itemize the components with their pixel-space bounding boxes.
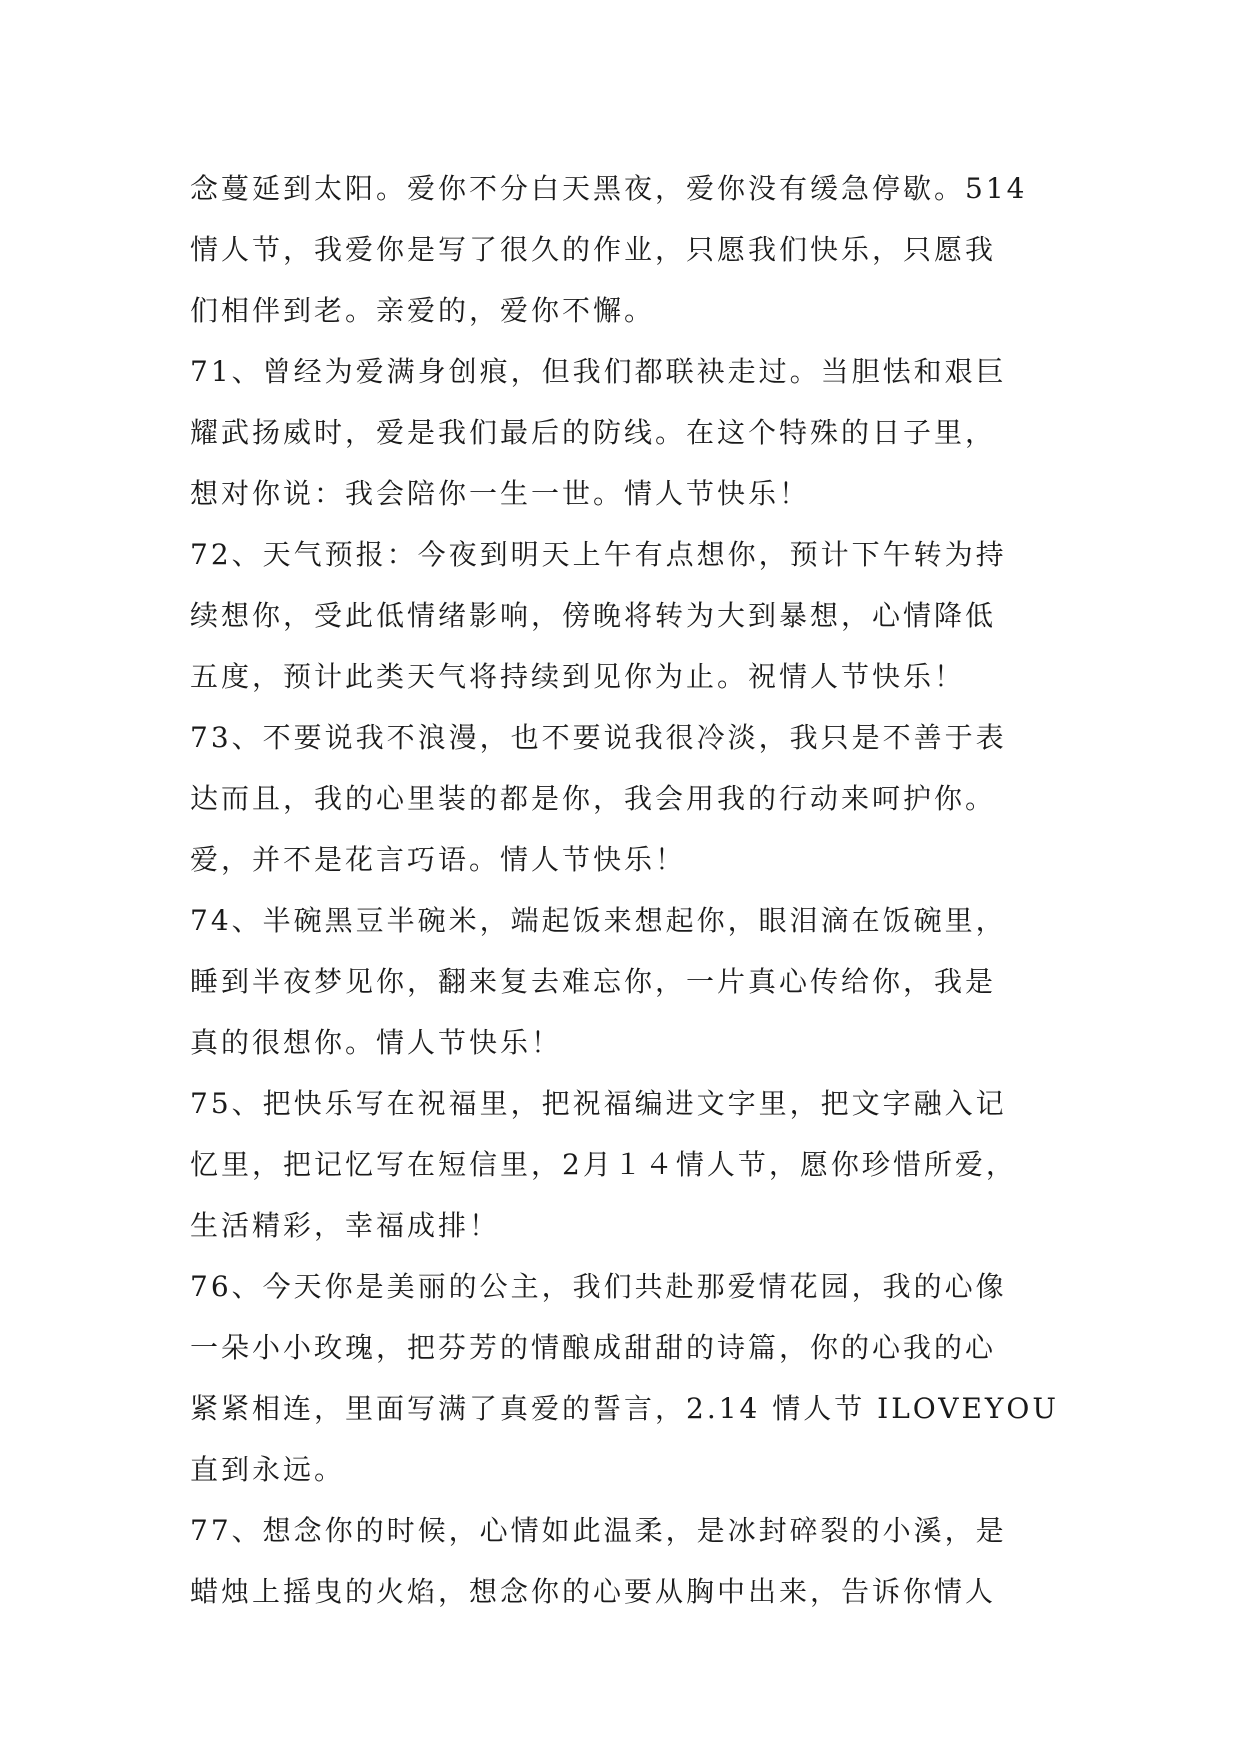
text-line: 情人节，我爱你是写了很久的作业，只愿我们快乐，只愿我 xyxy=(190,233,997,266)
text-line: 们相伴到老。亲爱的，爱你不懈。 xyxy=(190,294,656,327)
text-line: 睡到半夜梦见你，翻来复去难忘你，一片真心传给你，我是 xyxy=(190,965,997,998)
text-line: 达而且，我的心里装的都是你，我会用我的行动来呵护你。 xyxy=(190,782,997,815)
text-line: 76、今天你是美丽的公主，我们共赴那爱情花园，我的心像 xyxy=(190,1270,1007,1303)
text-line: 忆里，把记忆写在短信里，2月１４情人节，愿你珍惜所爱， xyxy=(190,1148,1017,1181)
text-line: 直到永远。 xyxy=(190,1453,346,1486)
text-line: 71、曾经为爱满身创痕，但我们都联袂走过。当胆怯和艰巨 xyxy=(190,355,1007,388)
text-line: 耀武扬威时，爱是我们最后的防线。在这个特殊的日子里， xyxy=(190,416,997,449)
text-line: 念蔓延到太阳。爱你不分白天黑夜，爱你没有缓急停歇。514 xyxy=(190,172,1028,205)
text-line: 73、不要说我不浪漫，也不要说我很冷淡，我只是不善于表 xyxy=(190,721,1007,754)
text-line: 紧紧相连，里面写满了真爱的誓言，2.14 情人节 ILOVEYOU xyxy=(190,1392,1059,1425)
text-line: 一朵小小玫瑰，把芬芳的情酿成甜甜的诗篇，你的心我的心 xyxy=(190,1331,997,1364)
text-line: 蜡烛上摇曳的火焰，想念你的心要从胸中出来，告诉你情人 xyxy=(190,1575,997,1608)
text-line: 续想你，受此低情绪影响，傍晚将转为大到暴想，心情降低 xyxy=(190,599,997,632)
text-line: 74、半碗黑豆半碗米，端起饭来想起你，眼泪滴在饭碗里， xyxy=(190,904,1007,937)
text-line: 真的很想你。情人节快乐！ xyxy=(190,1026,563,1059)
text-line: 想对你说：我会陪你一生一世。情人节快乐！ xyxy=(190,477,811,510)
text-line: 72、天气预报：今夜到明天上午有点想你，预计下午转为持 xyxy=(190,538,1007,571)
text-line: 75、把快乐写在祝福里，把祝福编进文字里，把文字融入记 xyxy=(190,1087,1007,1120)
text-line: 爱，并不是花言巧语。情人节快乐！ xyxy=(190,843,687,876)
text-line: 五度，预计此类天气将持续到见你为止。祝情人节快乐！ xyxy=(190,660,966,693)
text-line: 生活精彩，幸福成排！ xyxy=(190,1209,501,1242)
text-line: 77、想念你的时候，心情如此温柔，是冰封碎裂的小溪，是 xyxy=(190,1514,1007,1547)
body-text xyxy=(190,158,1059,1622)
